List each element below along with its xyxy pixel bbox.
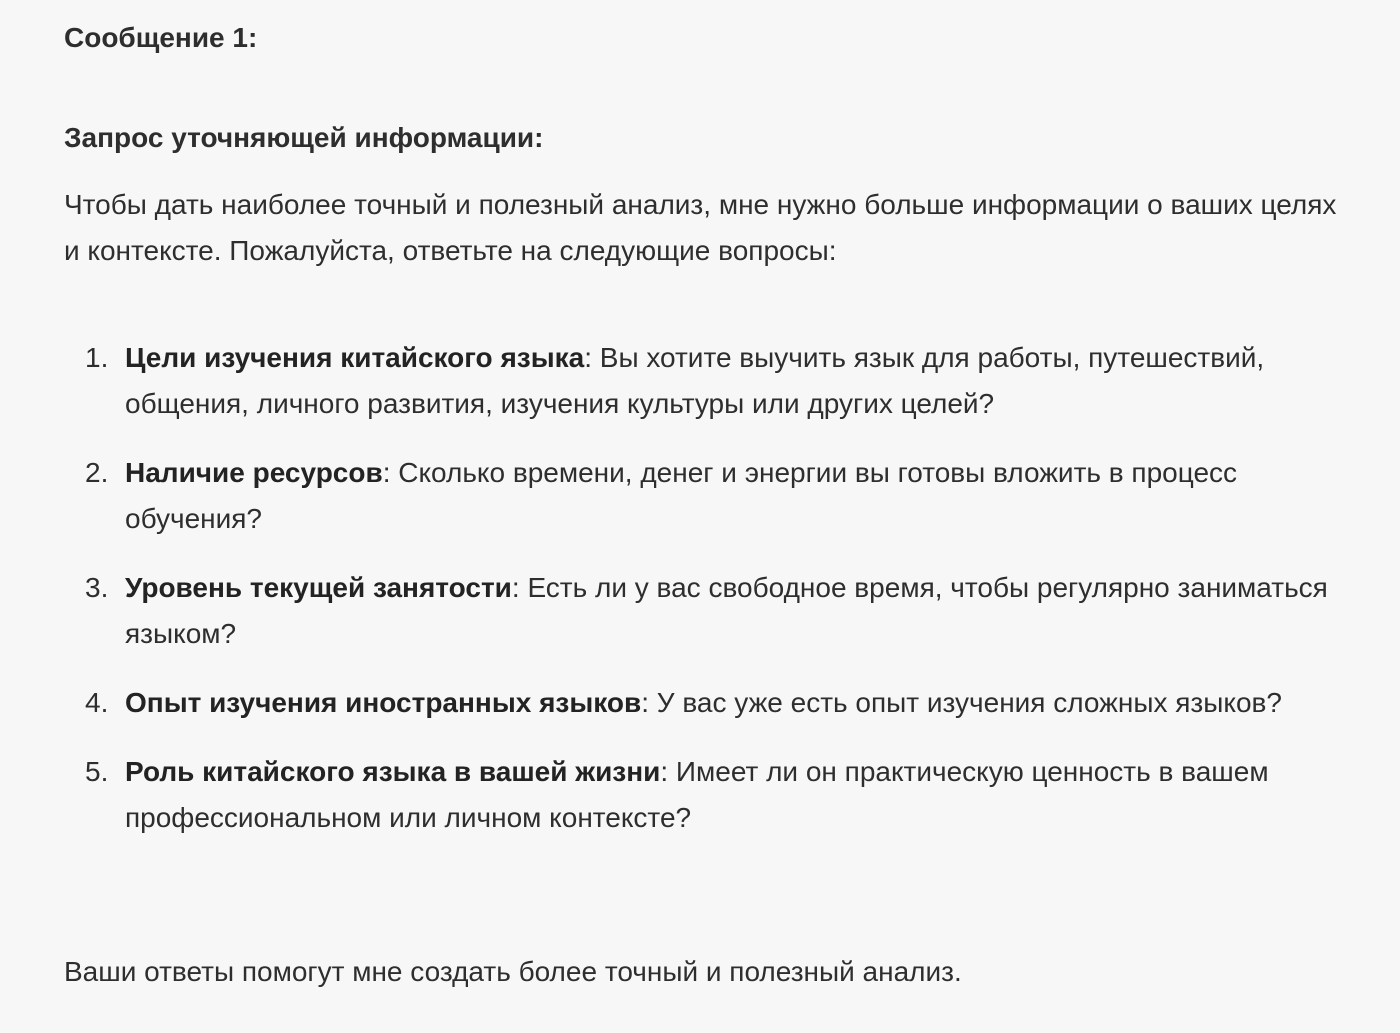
intro-paragraph: Чтобы дать наиболее точный и полезный анализ, мне нужно больше информации о ваших целях и контексте. Пожалуйста, ответьте на следующие вопросы:	[64, 189, 1337, 266]
question-text: : Есть ли у вас свободное время, чтобы регулярно заниматься языком?	[125, 572, 1328, 649]
question-title: Опыт изучения иностранных языков	[125, 687, 642, 718]
question-text: : Сколько времени, денег и энергии вы готовы вложить в процесс обучения?	[125, 457, 1238, 534]
list-number: 1.	[85, 342, 109, 373]
list-number: 4.	[85, 687, 109, 718]
list-number: 3.	[85, 572, 109, 603]
list-item	[64, 565, 1354, 657]
section-title: Запрос уточняющей информации:	[64, 122, 544, 153]
question-title: Уровень текущей занятости	[125, 572, 512, 603]
list-item	[64, 335, 1354, 427]
question-list	[64, 335, 1354, 864]
question-title: Наличие ресурсов	[125, 457, 383, 488]
list-number: 2.	[85, 457, 109, 488]
list-item	[64, 749, 1354, 841]
question-text: : Имеет ли он практическую ценность в вашем профессиональном или личном контексте?	[125, 756, 1269, 833]
list-number: 5.	[85, 756, 109, 787]
question-title: Цели изучения китайского языка	[125, 342, 585, 373]
list-item	[64, 680, 1354, 726]
list-item	[64, 450, 1354, 542]
outro-paragraph: Ваши ответы помогут мне создать более точный и полезный анализ.	[64, 956, 962, 987]
question-text: : Вы хотите выучить язык для работы, путешествий, общения, личного развития, изучения культуры или других целей?	[125, 342, 1265, 419]
question-title: Роль китайского языка в вашей жизни	[125, 756, 661, 787]
message-header: Сообщение 1:	[64, 22, 258, 53]
question-text: : У вас уже есть опыт изучения сложных языков?	[641, 687, 1282, 718]
